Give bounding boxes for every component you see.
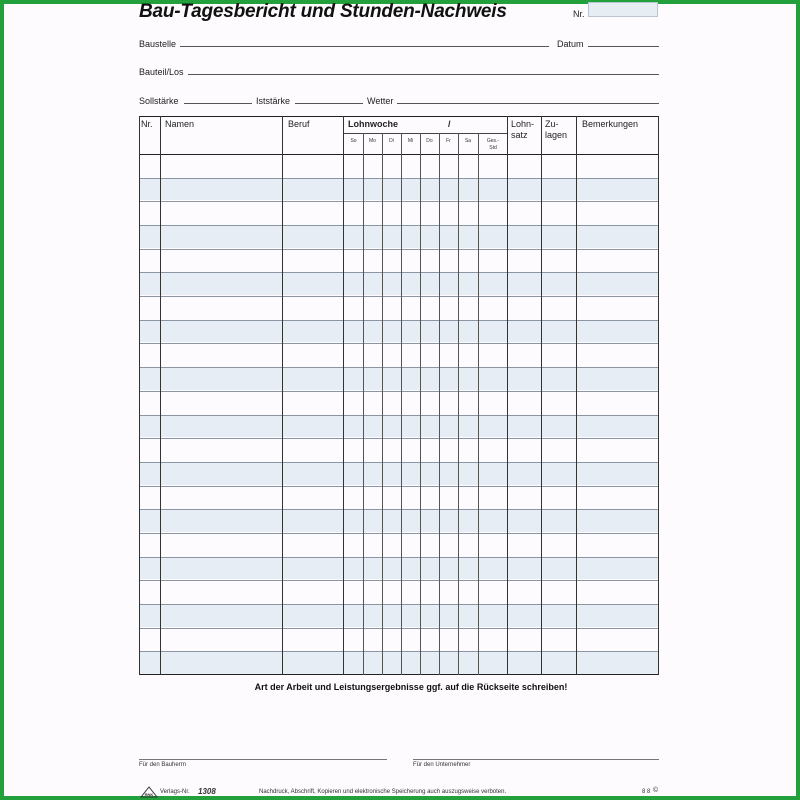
datum-field[interactable] <box>588 46 659 47</box>
table-row-line <box>139 604 659 605</box>
table-row-line <box>139 462 659 463</box>
table-column-line <box>343 116 344 675</box>
table-row-line <box>139 557 659 558</box>
table-column-line <box>363 133 364 675</box>
table-row-band <box>139 272 659 295</box>
table-row-line <box>139 580 659 581</box>
table-column-line <box>160 116 161 675</box>
day-label-mo: Mo <box>369 138 376 144</box>
col-header-nr: Nr. <box>141 119 153 129</box>
datum-label: Datum <box>557 39 584 49</box>
table-row-line <box>344 133 507 134</box>
day-label-ges-1: Ges.- <box>486 138 500 144</box>
col-header-lohnwoche: Lohnwoche <box>348 119 398 129</box>
publisher-logo <box>140 786 158 798</box>
day-label-so: So <box>350 138 357 144</box>
table-column-line <box>282 116 283 675</box>
col-header-lohnsatz-2: satz <box>511 130 528 140</box>
table-column-line <box>576 116 577 675</box>
table-row-line <box>139 154 659 155</box>
svg-text:RNK: RNK <box>144 792 154 797</box>
day-label-ges-2: Std <box>489 145 497 151</box>
table-row-line <box>139 391 659 392</box>
table-column-line <box>507 116 508 675</box>
table-row-band <box>139 367 659 390</box>
table-row-line <box>139 201 659 202</box>
table-row-line <box>139 674 659 675</box>
table-row-band <box>139 509 659 532</box>
table-column-line <box>420 133 421 675</box>
day-label-di: Di <box>389 138 394 144</box>
unternehmer-signature-line[interactable] <box>413 759 659 760</box>
bauherr-label: Für den Bauherrn <box>139 762 187 768</box>
table-column-line <box>458 133 459 675</box>
table-row-line <box>139 116 659 117</box>
footnote: Art der Arbeit und Leistungsergebnisse ggf. auf die Rückseite schreiben! <box>254 682 568 692</box>
iststaerke-label: Iststärke <box>256 96 291 106</box>
table-row-band <box>139 462 659 485</box>
table-column-line <box>382 133 383 675</box>
table-row-band <box>139 178 659 201</box>
table-column-line <box>401 133 402 675</box>
table-row-line <box>139 178 659 179</box>
bauteil-label: Bauteil/Los <box>139 67 184 77</box>
table-row-band <box>139 415 659 438</box>
sollstaerke-field[interactable] <box>184 103 252 104</box>
col-header-zulagen-1: Zu- <box>545 119 559 129</box>
table-column-line <box>658 116 659 675</box>
day-label-fr: Fr <box>446 138 451 144</box>
table-row-line <box>139 651 659 652</box>
col-header-beruf: Beruf <box>288 119 310 129</box>
table-row-line <box>139 486 659 487</box>
baustelle-label: Baustelle <box>139 39 177 49</box>
table-row-line <box>139 249 659 250</box>
table-row-line <box>139 225 659 226</box>
table-row-line <box>139 272 659 273</box>
form-code: 8 8 <box>642 789 651 795</box>
day-label-mi: Mi <box>407 138 414 144</box>
table-row-band <box>139 320 659 343</box>
wetter-field[interactable] <box>397 103 659 104</box>
table-row-line <box>139 415 659 416</box>
col-header-lohnwoche-sep: / <box>448 119 451 129</box>
table-row-line <box>139 438 659 439</box>
table-column-line <box>478 133 479 675</box>
table-row-band <box>139 604 659 627</box>
table-row-line <box>139 628 659 629</box>
baustelle-field[interactable] <box>180 46 549 47</box>
table-row-band <box>139 557 659 580</box>
col-header-namen: Namen <box>165 119 195 129</box>
table-row-line <box>139 320 659 321</box>
copyright-notice: Nachdruck, Abschrift, Kopieren und elektronische Speicherung auch auszugsweise verboten. <box>259 789 507 795</box>
unternehmer-label: Für den Unternehmer <box>413 762 471 768</box>
bauteil-field[interactable] <box>188 74 659 75</box>
verlag-nr: 1308 <box>198 787 216 796</box>
day-label-do: Do <box>426 138 433 144</box>
table-row-band <box>139 651 659 674</box>
day-label-sa: Sa <box>464 138 472 144</box>
hours-table <box>139 116 659 675</box>
table-column-line <box>439 133 440 675</box>
copyright-icon: © <box>653 787 659 794</box>
wetter-label: Wetter <box>367 96 394 106</box>
col-header-bemerkungen: Bemerkungen <box>582 119 639 129</box>
nr-field[interactable] <box>588 2 658 17</box>
table-column-line <box>139 116 140 675</box>
table-row-line <box>139 296 659 297</box>
col-header-zulagen-2: lagen <box>545 130 568 140</box>
table-row-band <box>139 225 659 248</box>
table-row-line <box>139 509 659 510</box>
iststaerke-field[interactable] <box>295 103 363 104</box>
table-row-line <box>139 533 659 534</box>
table-row-line <box>139 343 659 344</box>
table-column-line <box>541 116 542 675</box>
form-title: Bau-Tagesbericht und Stunden-Nachweis <box>139 1 507 22</box>
table-row-line <box>139 367 659 368</box>
verlag-label: Verlags-Nr. <box>160 789 190 795</box>
bauherr-signature-line[interactable] <box>139 759 387 760</box>
nr-label: Nr. <box>573 9 585 19</box>
col-header-lohnsatz-1: Lohn- <box>511 119 535 129</box>
sollstaerke-label: Sollstärke <box>139 96 179 106</box>
